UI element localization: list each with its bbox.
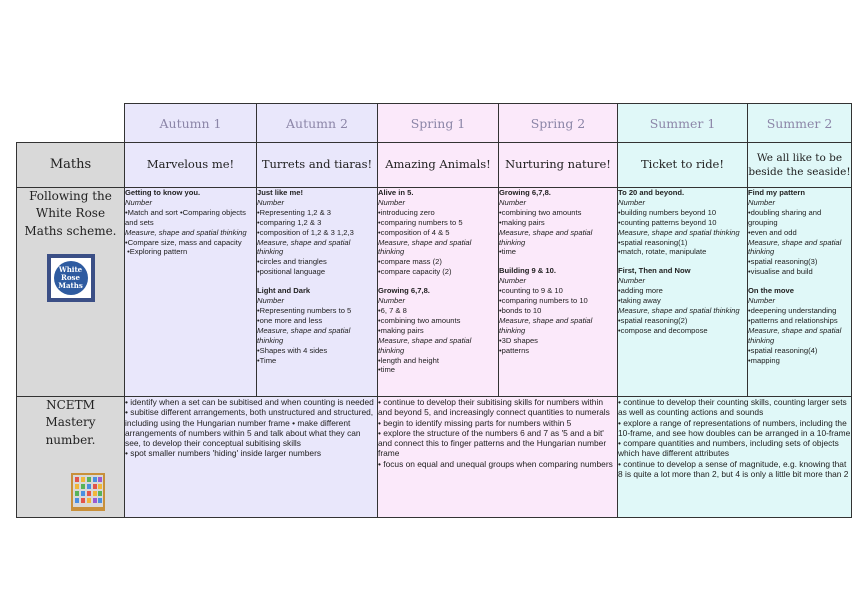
- plan-spring-2: [499, 188, 618, 397]
- objective: •comparing numbers to 10: [499, 296, 588, 306]
- plan-spring-1: [378, 188, 499, 397]
- strand-label: Measure, shape and spatial thinking: [378, 335, 472, 355]
- unit-title: Growing 6,7,8.: [378, 286, 430, 296]
- objective: •visualise and build: [748, 267, 813, 277]
- objective: •Match and sort •Comparing objects and sets: [125, 207, 246, 227]
- term-header-row: [17, 104, 852, 143]
- strand-label: Number: [748, 296, 776, 306]
- objective: •time: [378, 365, 396, 375]
- objective: •taking away: [618, 296, 661, 306]
- theme-autumn-1: Marvelous me!: [125, 143, 257, 188]
- plan-summer-2: [748, 188, 852, 397]
- blank-corner: [17, 104, 125, 143]
- theme-autumn-2: Turrets and tiaras!: [257, 143, 378, 188]
- unit-title: Growing 6,7,8.: [499, 188, 551, 197]
- strand-label: Number: [378, 296, 406, 306]
- objective: •combining two amounts: [499, 207, 582, 217]
- unit-title: Alive in 5.: [378, 188, 414, 197]
- objective: •Shapes with 4 sides: [257, 345, 328, 355]
- term-spring-2: Spring 2: [499, 104, 618, 143]
- objective: •composition of 4 & 5: [378, 227, 450, 237]
- objective: •counting to 9 & 10: [499, 286, 563, 296]
- scheme-label-cell: [17, 188, 125, 397]
- subject-label: Maths: [17, 143, 125, 188]
- objective: •Representing 1,2 & 3: [257, 207, 332, 217]
- objective: •spatial reasoning(3): [748, 257, 818, 267]
- plan-summer-1: [618, 188, 748, 397]
- plan-autumn-2: [257, 188, 378, 397]
- strand-label: Number: [499, 197, 527, 207]
- strand-label: Number: [618, 197, 646, 207]
- strand-label: Measure, shape and spatial thinking: [499, 315, 593, 335]
- objective: •comparing 1,2 & 3: [257, 217, 322, 227]
- strand-label: Number: [748, 197, 776, 207]
- objective: •deepening understanding: [748, 305, 837, 315]
- objective: •introducing zero: [378, 207, 435, 217]
- logo-word-rose: Rose: [61, 273, 80, 283]
- objective: •patterns and relationships: [748, 315, 838, 325]
- objective: •spatial reasoning(1): [618, 237, 688, 247]
- unit-title: First, Then and Now: [618, 266, 691, 276]
- strand-label: Measure, shape and spatial thinking: [748, 237, 842, 257]
- strand-label: Number: [499, 276, 527, 286]
- strand-label: Measure, shape and spatial thinking: [378, 237, 472, 257]
- unit-title: On the move: [748, 286, 794, 296]
- theme-spring-1: Amazing Animals!: [378, 143, 499, 188]
- ncetm-row: [17, 397, 852, 518]
- objective: •compose and decompose: [618, 325, 708, 335]
- strand-label: Number: [257, 296, 285, 306]
- objective: •compare capacity (2): [378, 267, 452, 277]
- plan-autumn-1: [125, 188, 257, 397]
- unit-title: Just like me!: [257, 188, 304, 197]
- objective: •6, 7 & 8: [378, 305, 407, 315]
- scheme-row: [17, 188, 852, 397]
- strand-label: Measure, shape and spatial thinking: [499, 227, 593, 247]
- unit-title: Find my pattern: [748, 188, 805, 197]
- theme-summer-1: Ticket to ride!: [618, 143, 748, 188]
- objective: •counting patterns beyond 10: [618, 217, 717, 227]
- ncetm-spring: • continue to develop their subitising skills for numbers within and beyond 5, and increasingly connect quantities to numerals • begin to identify missing parts for numbers within 5 • explore the structure of the numbers 6 and 7 as '5 and a bit' and connect this to finger patterns and the Hungarian number frame • focus on equal and unequal groups when comparing numbers: [378, 397, 618, 518]
- objective: •time: [499, 247, 517, 257]
- ncetm-label-cell: [17, 397, 125, 518]
- ncetm-label: NCETM Mastery number.: [45, 398, 96, 447]
- strand-label: Number: [125, 197, 153, 207]
- strand-label: Measure, shape and spatial thinking: [618, 227, 740, 237]
- objective: •spatial reasoning(2): [618, 315, 688, 325]
- objective: •even and odd: [748, 227, 797, 237]
- unit-title: Building 9 & 10.: [499, 266, 556, 276]
- unit-title: Light and Dark: [257, 286, 311, 296]
- objective: •3D shapes: [499, 335, 538, 345]
- unit-title: To 20 and beyond.: [618, 188, 685, 197]
- objective: •circles and triangles: [257, 257, 327, 267]
- ncetm-autumn: • identify when a set can be subitised and when counting is needed • subitise different arrangements, both unstructured and structured, including using the Hungarian number frame • make different arrangements of numbers within 5 and talk about what they can see, to develop their conceptual subitising skills • spot smaller numbers 'hiding' inside larger numbers: [125, 397, 378, 518]
- objective: •spatial reasoning(4): [748, 345, 818, 355]
- strand-label: Measure, shape and spatial thinking: [257, 237, 351, 257]
- objective: •bonds to 10: [499, 305, 542, 315]
- objective: •positional language: [257, 267, 326, 277]
- theme-row: [17, 143, 852, 188]
- logo-word-maths: Maths: [58, 281, 83, 291]
- objective: •patterns: [499, 345, 530, 355]
- objective: •comparing numbers to 5: [378, 217, 463, 227]
- logo-word-white: White: [58, 265, 83, 275]
- strand-label: Number: [257, 197, 285, 207]
- rekenrek-icon: [71, 473, 105, 511]
- objective: •Exploring pattern: [125, 247, 188, 257]
- objective: •match, rotate, manipulate: [618, 247, 707, 257]
- theme-summer-2: We all like to be beside the seaside!: [748, 143, 852, 188]
- term-summer-1: Summer 1: [618, 104, 748, 143]
- objective: •composition of 1,2 & 3 1,2,3: [257, 227, 354, 237]
- objective: •compare mass (2): [378, 257, 442, 267]
- objective: •doubling sharing and grouping: [748, 207, 822, 227]
- strand-label: Number: [618, 276, 646, 286]
- objective: •one more and less: [257, 315, 323, 325]
- scheme-label: Following the White Rose Maths scheme.: [24, 189, 117, 238]
- term-autumn-2: Autumn 2: [257, 104, 378, 143]
- objective: •Representing numbers to 5: [257, 305, 352, 315]
- ncetm-summer: • continue to develop their counting skills, counting larger sets as well as counting actions and sounds • explore a range of representations of numbers, including the 10-frame, and see how doubles can be arranged in a 10-frame • compare quantities and numbers, including sets of objects which have different attributes • continue to develop a sense of magnitude, e.g. knowing that 8 is quite a lot more than 2, but 4 is only a little bit more than 2: [618, 397, 852, 518]
- unit-title: Getting to know you.: [125, 188, 201, 197]
- strand-label: Measure, shape and spatial thinking: [618, 305, 740, 315]
- objective: •making pairs: [499, 217, 545, 227]
- objective: •mapping: [748, 355, 780, 365]
- term-summer-2: Summer 2: [748, 104, 852, 143]
- maths-curriculum-table: [16, 103, 852, 518]
- strand-label: Measure, shape and spatial thinking: [125, 227, 247, 237]
- term-autumn-1: Autumn 1: [125, 104, 257, 143]
- objective: •length and height: [378, 355, 439, 365]
- objective: •adding more: [618, 286, 663, 296]
- objective: •making pairs: [378, 325, 424, 335]
- strand-label: Measure, shape and spatial thinking: [257, 325, 351, 345]
- objective: •Time: [257, 355, 277, 365]
- white-rose-maths-logo: [47, 254, 95, 302]
- theme-spring-2: Nurturing nature!: [499, 143, 618, 188]
- objective: •combining two amounts: [378, 315, 461, 325]
- objective: •Compare size, mass and capacity: [125, 237, 242, 247]
- strand-label: Number: [378, 197, 406, 207]
- objective: •building numbers beyond 10: [618, 207, 717, 217]
- strand-label: Measure, shape and spatial thinking: [748, 325, 842, 345]
- term-spring-1: Spring 1: [378, 104, 499, 143]
